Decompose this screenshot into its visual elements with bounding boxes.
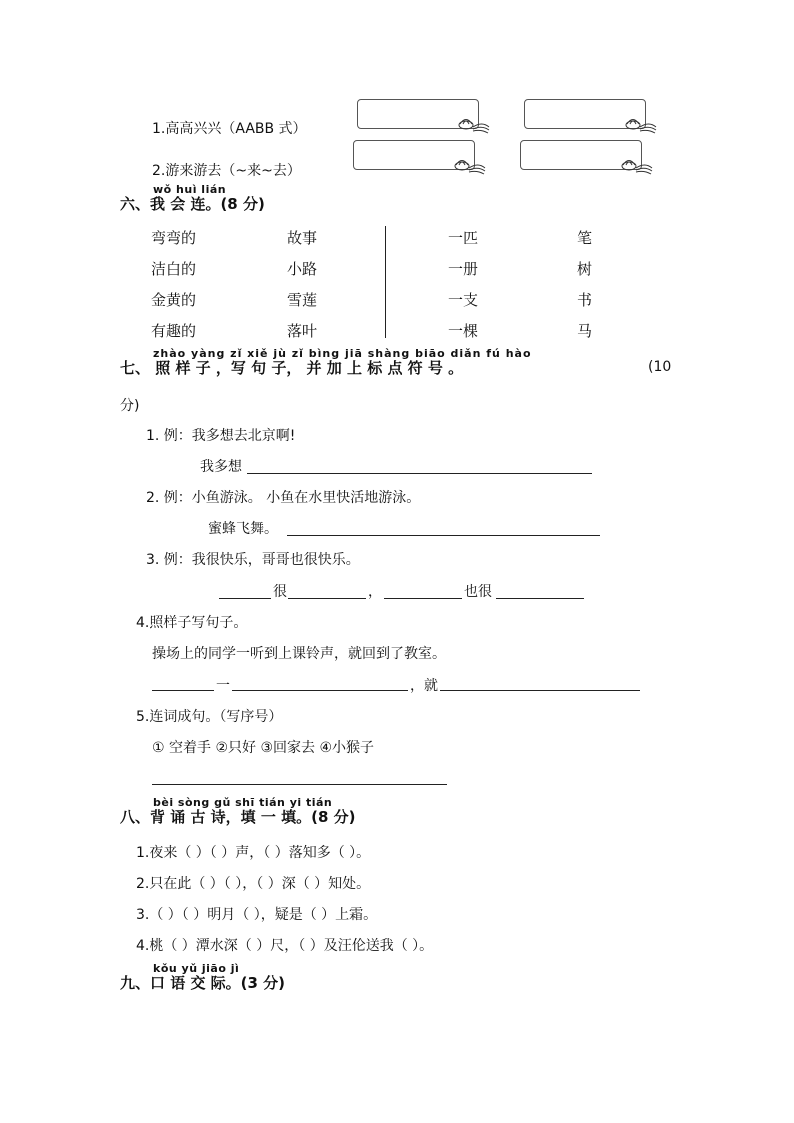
item4-label: 4.照样子写句子。 <box>136 615 248 631</box>
answer-line[interactable] <box>288 598 366 599</box>
match-item: 一支 <box>448 291 479 309</box>
section7-title: 七、 照 样 子 ，写 句 子， 并 加 上 标 点 符 号 。 <box>120 359 464 377</box>
match-item: 一匹 <box>448 229 479 247</box>
poem-line: 3.（ ）（ ）明月（ ），疑是（ ）上霜。 <box>136 907 378 923</box>
match-item: 小路 <box>287 260 318 278</box>
section9-pinyin: kǒu yǔ jiāo jì <box>153 962 240 975</box>
match-item: 马 <box>577 322 593 340</box>
section9-title: 九、口 语 交 际。(3 分) <box>120 974 286 992</box>
match-item: 金黄的 <box>151 291 197 309</box>
answer-line[interactable] <box>287 535 600 536</box>
match-item: 洁白的 <box>151 260 197 278</box>
lotus-flower-icon <box>622 112 658 134</box>
match-item: 树 <box>577 260 593 278</box>
lotus-flower-icon <box>618 153 654 175</box>
section8-title: 八、背 诵 古 诗，填 一 填。(8 分) <box>120 808 356 826</box>
item5-label: 5.连词成句。（写序号） <box>136 709 283 725</box>
section6-pinyin: wǒ huì lián <box>153 183 227 196</box>
item2-label: 2. 例：小鱼游泳。 小鱼在水里快活地游泳。 <box>146 490 421 506</box>
answer-line[interactable] <box>232 690 408 691</box>
answer-line[interactable] <box>152 690 214 691</box>
item1-label: 1. 例：我多想去北京啊! <box>146 428 296 444</box>
section6-title: 六、我 会 连。(8 分) <box>120 195 265 213</box>
column-divider <box>385 226 386 338</box>
section7-score: (10 <box>648 359 672 375</box>
match-item: 一册 <box>448 260 479 278</box>
match-item: 雪莲 <box>287 291 318 309</box>
item3-word-2: 也很 <box>464 584 492 600</box>
match-item: 弯弯的 <box>151 229 197 247</box>
item3-label: 3. 例：我很快乐，哥哥也很快乐。 <box>146 552 360 568</box>
item4-example: 操场上的同学一听到上课铃声，就回到了教室。 <box>152 646 446 662</box>
section8-pinyin: bèi sòng gǔ shī tián yi tián <box>153 796 333 809</box>
answer-line[interactable] <box>384 598 462 599</box>
match-item: 一棵 <box>448 322 479 340</box>
section7-pinyin: zhào yàng zǐ xiě jù zǐ bìng jiā shàng biāo diǎn fú hào <box>153 347 532 360</box>
item5-words: ① 空着手 ②只好 ③回家去 ④小猴子 <box>152 740 375 756</box>
poem-line: 2.只在此（ ）（ ），（ ）深（ ）知处。 <box>136 876 371 892</box>
match-item: 有趣的 <box>151 322 197 340</box>
item3-word-1: 很 <box>273 584 287 600</box>
item3-comma: ， <box>368 584 382 600</box>
poem-line: 4.桃（ ）潭水深（ ）尺，（ ）及汪伦送我（ ）。 <box>136 938 434 954</box>
match-item: 笔 <box>577 229 593 247</box>
item4-word-2: ，就 <box>410 678 438 694</box>
answer-line[interactable] <box>440 690 640 691</box>
answer-line[interactable] <box>247 473 592 474</box>
poem-line: 1.夜来（ ）（ ）声，（ ）落知多（ ）。 <box>136 845 371 861</box>
answer-line[interactable] <box>496 598 584 599</box>
answer-line[interactable] <box>219 598 271 599</box>
lotus-flower-icon <box>455 112 491 134</box>
item1-prompt: 我多想 <box>200 459 242 475</box>
match-item: 故事 <box>287 229 318 247</box>
section7-score-cont: 分) <box>120 398 140 414</box>
match-item: 书 <box>577 291 593 309</box>
answer-line[interactable] <box>152 784 447 785</box>
lotus-flower-icon <box>451 153 487 175</box>
match-item: 落叶 <box>287 322 318 340</box>
item2-prompt: 蜜蜂飞舞。 <box>208 521 278 537</box>
section5-item-1: 1.高高兴兴（AABB 式） <box>152 121 307 137</box>
section5-item-2: 2.游来游去（~来~去） <box>152 163 301 179</box>
item4-word-1: 一 <box>216 678 230 694</box>
